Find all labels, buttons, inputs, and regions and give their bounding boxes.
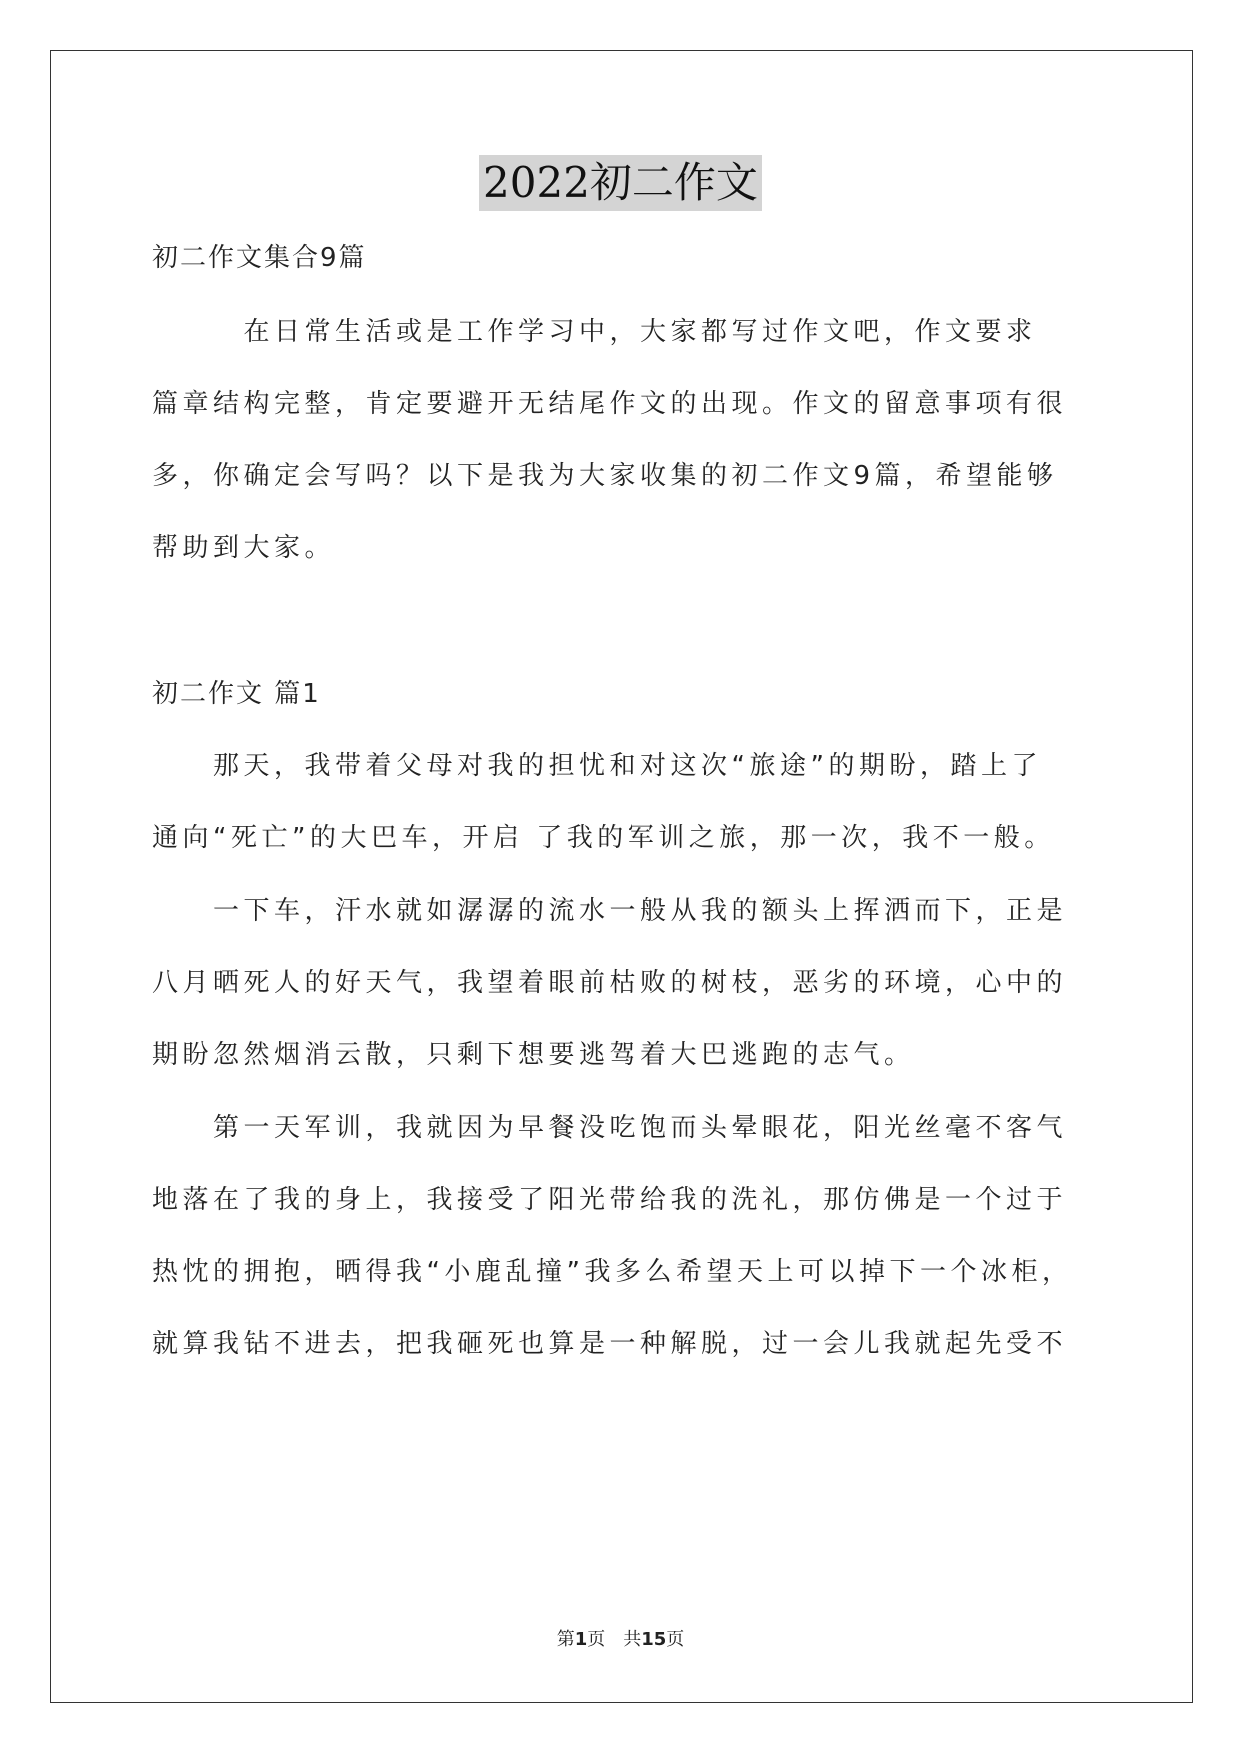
body-line-9: 就算我钻不进去，把我砸死也算是一种解脱，过一会儿我就起先受不 — [152, 1329, 1068, 1359]
page-mid-text: 页 共 — [587, 1629, 642, 1650]
collection-subtitle: 初二作文集合9篇 — [152, 243, 367, 273]
body-line-4: 八月晒死人的好天气，我望着眼前枯败的树枝，恶劣的环境，心中的 — [152, 968, 1068, 998]
current-page-number: 1 — [574, 1629, 588, 1650]
body-line-5: 期盼忽然烟消云散，只剩下想要逃驾着大巴逃跑的志气。 — [152, 1040, 915, 1070]
page-suffix: 页 — [666, 1629, 685, 1650]
title-container — [0, 155, 1241, 211]
body-line-8: 热忱的拥抱，晒得我“小鹿乱撞”我多么希望天上可以掉下一个冰柜， — [152, 1257, 1073, 1287]
document-title: 2022初二作文 — [479, 155, 762, 211]
body-line-3: 一下车，汗水就如潺潺的流水一般从我的额头上挥洒而下，正是 — [152, 896, 1068, 926]
body-line-2: 通向“死亡”的大巴车，开启 了我的军训之旅，那一次，我不一般。 — [152, 823, 1055, 853]
page-prefix: 第 — [556, 1629, 575, 1650]
body-line-6: 第一天军训，我就因为早餐没吃饱而头晕眼花，阳光丝毫不客气 — [152, 1113, 1068, 1143]
total-page-number: 15 — [641, 1629, 667, 1650]
section-heading: 初二作文 篇1 — [152, 679, 321, 709]
body-line-7: 地落在了我的身上，我接受了阳光带给我的洗礼，那仿佛是一个过于 — [152, 1185, 1068, 1215]
intro-line-4: 帮助到大家。 — [152, 533, 336, 563]
intro-line-3: 多，你确定会写吗？以下是我为大家收集的初二作文9篇，希望能够 — [152, 461, 1058, 491]
page-border — [50, 50, 1193, 1703]
body-line-1: 那天，我带着父母对我的担忧和对这次“旅途”的期盼，踏上了 — [152, 751, 1042, 781]
intro-line-2: 篇章结构完整，肯定要避开无结尾作文的出现。作文的留意事项有很 — [152, 389, 1068, 419]
intro-line-1: 在日常生活或是工作学习中，大家都写过作文吧，作文要求 — [152, 317, 1037, 347]
page-footer — [0, 1628, 1241, 1652]
